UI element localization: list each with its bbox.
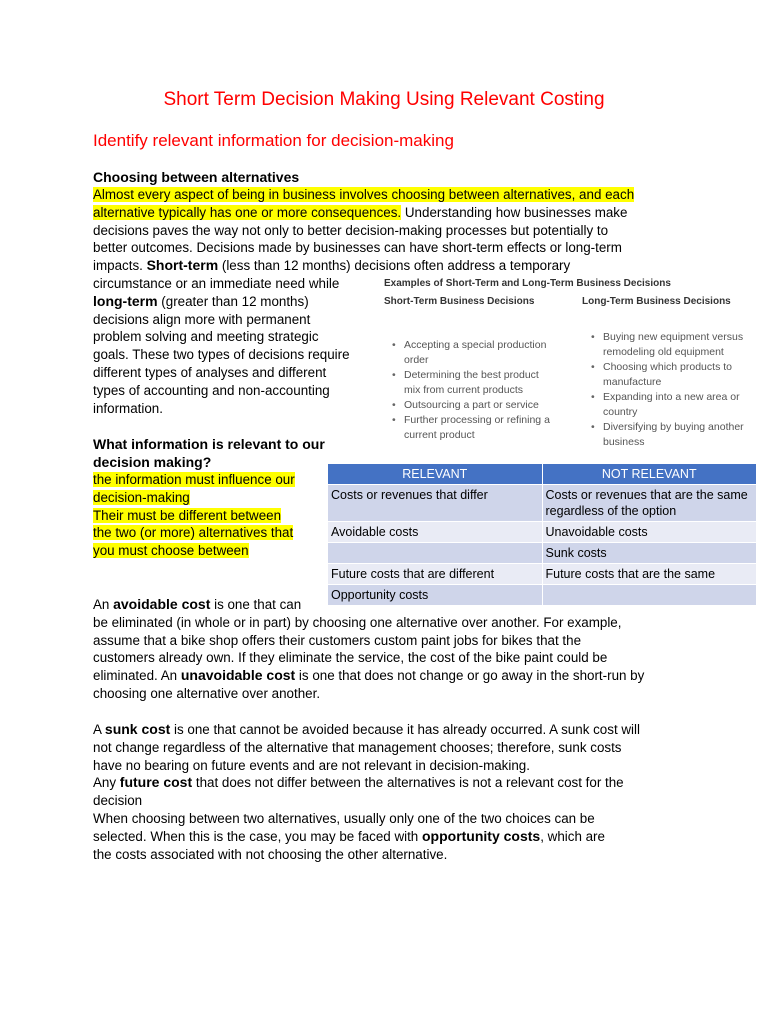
body-text: (greater than 12 months) (157, 293, 309, 309)
section-sunk-cost: A sunk cost is one that cannot be avoided because it has already occurred. A sunk cost will not change regardless of the alternative that management chooses; therefore, sunk costs have no bearing on future events and are not relevant in decision-making. Any future cost that does not differ between the alternatives is not a relevant cost for the decision When choosing between two alternatives, usually only one of the two choices can be selected. When this is the case, you may be faced with opportunity costs, which are the costs associated with not choosing the other alternative. (93, 721, 693, 863)
page-title: Short Term Decision Making Using Relevant Costing (163, 89, 605, 110)
table-cell: Opportunity costs (328, 585, 543, 606)
highlighted-text: alternative typically has one or more consequences. (93, 204, 402, 220)
table-cell: Unavoidable costs (542, 522, 757, 543)
header-relevant: RELEVANT (328, 464, 543, 485)
table-cell (328, 543, 543, 564)
body-text: the costs associated with not choosing the other alternative. (93, 846, 448, 862)
table-cell: Sunk costs (542, 543, 757, 564)
table-cell: Costs or revenues that differ (328, 485, 543, 522)
body-text: customers already own. If they eliminate the service, the cost of the bike paint could be (93, 650, 608, 666)
list-item: • Choosing which products to manufacture (591, 360, 768, 390)
list-item: • Diversifying by buying another business (591, 420, 768, 450)
section-heading: Choosing between alternatives (93, 169, 300, 185)
section-heading: What information is relevant to our decision making? (93, 436, 325, 470)
section-relevant-info (93, 435, 328, 560)
body-text: decision (93, 793, 143, 809)
list-item: • Expanding into a new area or country (591, 390, 768, 420)
body-text: not change regardless of the alternative that management chooses; therefore, sunk costs (93, 739, 622, 755)
body-text: assume that a bike shop offers their customers custom paint jobs for bikes that the (93, 632, 582, 648)
body-text: goals. These two types of decisions require (93, 347, 350, 363)
highlighted-text: you must choose between (93, 543, 249, 559)
body-text: Understanding how businesses make (401, 204, 628, 220)
body-text: types of accounting and non-accounting (93, 382, 330, 398)
list-item: • Accepting a special production order (392, 338, 582, 368)
short-term-list (392, 338, 582, 443)
body-text: decisions paves the way not only to better decision-making processes but potentially to (93, 222, 609, 238)
body-text: be eliminated (in whole or in part) by choosing one alternative over another. For example, (93, 614, 622, 630)
body-text: When choosing between two alternatives, usually only one of the two choices can be (93, 810, 595, 826)
body-text: choosing one alternative over another. (93, 685, 321, 701)
table-cell: Costs or revenues that are the same regardless of the option (542, 485, 757, 522)
body-text: information. (93, 400, 163, 416)
page-subtitle: Identify relevant information for decision-making (93, 131, 454, 150)
long-term-list (591, 330, 768, 450)
examples-figure (382, 278, 768, 448)
highlighted-text: the two (or more) alternatives that (93, 525, 294, 541)
table-cell: Future costs that are the same (542, 564, 757, 585)
table-row (328, 522, 757, 543)
body-text: decisions align more with permanent (93, 311, 311, 327)
table-cell: Future costs that are different (328, 564, 543, 585)
list-item: • Determining the best product mix from current products (392, 368, 582, 398)
body-text: better outcomes. Decisions made by businesses can have short-term effects or long-term (93, 240, 622, 256)
body-text: (less than 12 months) decisions often address a temporary (218, 258, 571, 274)
table-row (328, 564, 757, 585)
short-term-header: Short-Term Business Decisions (384, 296, 535, 307)
term-short-term: Short-term (146, 257, 219, 274)
table-header-row (328, 464, 757, 485)
table-cell: Avoidable costs (328, 522, 543, 543)
list-item: • Outsourcing a part or service (392, 398, 582, 413)
list-item: • Buying new equipment versus remodeling old equipment (591, 330, 768, 360)
term-future-cost: future cost (119, 774, 193, 791)
body-text: different types of analyses and different (93, 364, 327, 380)
section-avoidable-cost: An avoidable cost is one that can be eliminated (in whole or in part) by choosing one alternative over another. For example, assume that a bike shop offers their customers custom paint jobs for bikes that the customers already own. If they eliminate the service, the cost of the bike paint could be eliminated. An unavoidable cost is one that does not change or go away in the short-run by choosing one alternative over another. (93, 596, 693, 703)
header-not-relevant: NOT RELEVANT (542, 464, 757, 485)
highlighted-text: Their must be different between (93, 507, 282, 523)
list-item: • Further processing or refining a current product (392, 413, 582, 443)
term-opportunity-costs: opportunity costs (421, 827, 541, 844)
term-avoidable-cost: avoidable cost (113, 596, 211, 612)
highlighted-text: decision-making (93, 489, 190, 505)
body-text: impacts. (93, 258, 147, 274)
body-text: have no bearing on future events and are not relevant in decision-making. (93, 757, 530, 773)
highlighted-text: the information must influence our (93, 472, 295, 487)
body-text: problem solving and meeting strategic (93, 329, 319, 345)
body-text: circumstance or an immediate need while (93, 275, 340, 291)
table-row (328, 485, 757, 522)
table-row (328, 543, 757, 564)
term-long-term: long-term (93, 292, 158, 309)
term-sunk-cost: sunk cost (104, 721, 171, 737)
term-unavoidable-cost: unavoidable cost (180, 667, 296, 684)
relevance-table (327, 463, 757, 606)
highlighted-text: Almost every aspect of being in business involves choosing between alternatives, and each (93, 187, 635, 202)
figure-title: Examples of Short-Term and Long-Term Business Decisions (384, 278, 671, 289)
long-term-header: Long-Term Business Decisions (582, 296, 731, 307)
